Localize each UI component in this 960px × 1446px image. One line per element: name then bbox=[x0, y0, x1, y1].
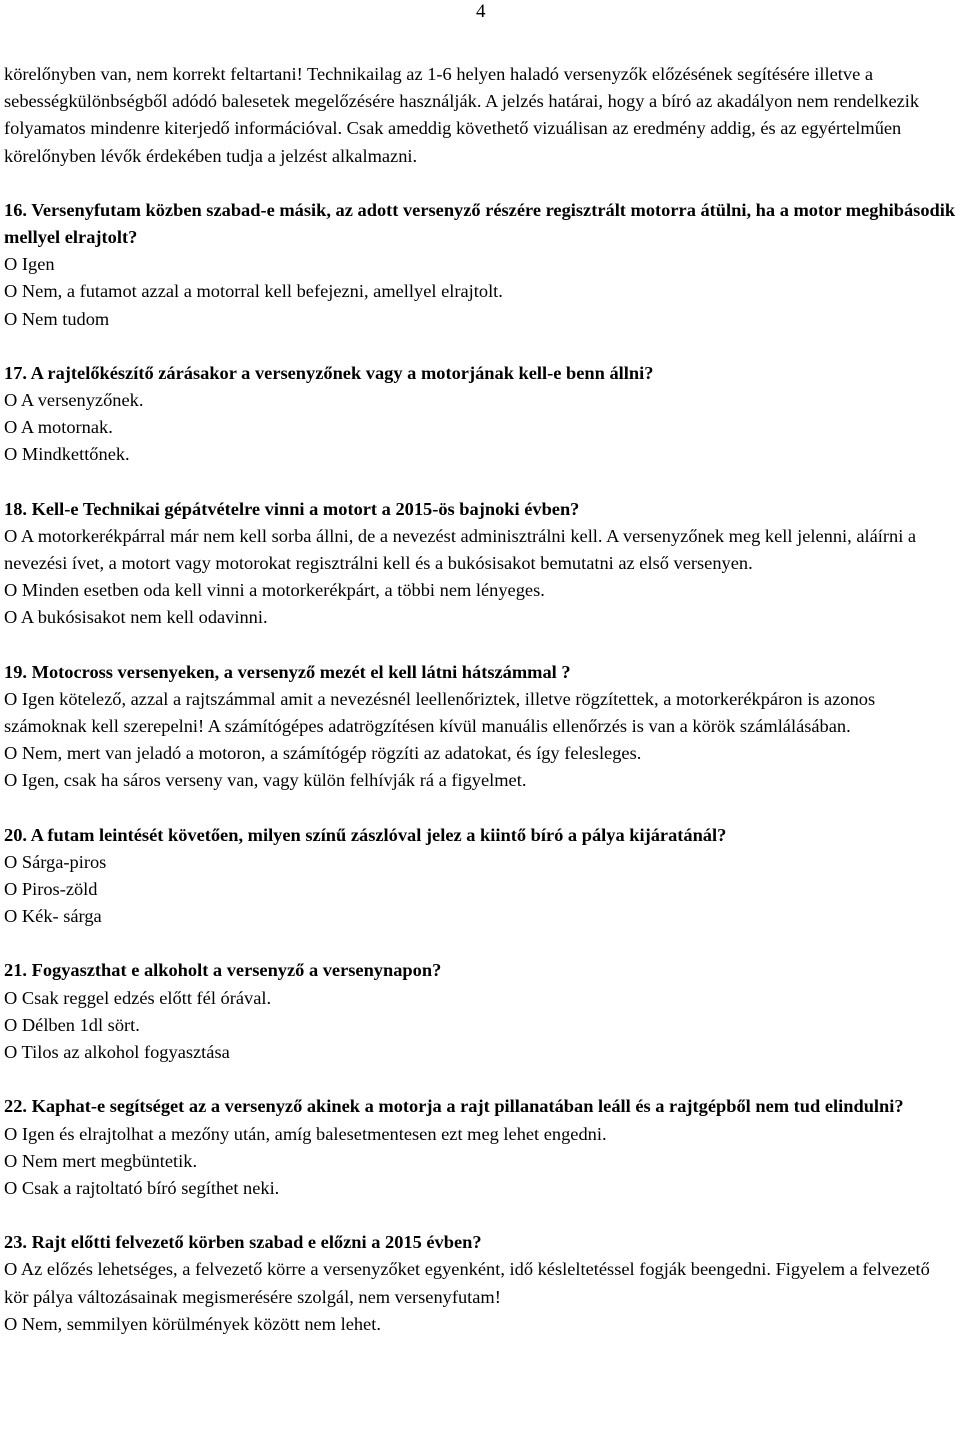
answer-option: O Igen és elrajtolhat a mezőny után, amíg balesetmentesen ezt meg lehet engedni. bbox=[4, 1123, 607, 1144]
question-title: 22. Kaphat-e segítséget az a versenyző akinek a motorja a rajt pillanatában leáll és a rajtgépből nem tud elindulni? bbox=[4, 1096, 904, 1117]
answer-option: O Minden esetben oda kell vinni a motorkerékpárt, a többi nem lényeges. bbox=[4, 580, 545, 601]
question-title: 19. Motocross versenyeken, a versenyző mezét el kell látni hátszámmal ? bbox=[4, 661, 571, 682]
answer-option: O Délben 1dl sört. bbox=[4, 1014, 140, 1035]
answer-option: O A versenyzőnek. bbox=[4, 390, 144, 411]
answer-option: O Nem mert megbüntetik. bbox=[4, 1150, 198, 1171]
question-title: 18. Kell-e Technikai gépátvételre vinni a motort a 2015-ös bajnoki évben? bbox=[4, 498, 580, 519]
answer-option: O Csak reggel edzés előtt fél órával. bbox=[4, 987, 272, 1008]
question-block bbox=[4, 496, 958, 632]
question-title: 21. Fogyaszthat e alkoholt a versenyző a versenynapon? bbox=[4, 960, 442, 981]
answer-option: O Sárga-piros bbox=[4, 851, 107, 872]
question-title: 17. A rajtelőkészítő zárásakor a versenyzőnek vagy a motorjának kell-e benn állni? bbox=[4, 362, 654, 383]
question-title: 20. A futam leintését követően, milyen színű zászlóval jelez a kiintő bíró a pálya kijáratánál? bbox=[4, 824, 727, 845]
answer-option: O Igen kötelező, azzal a rajtszámmal amit a nevezésnél leellenőriztek, illetve rögzítettek, a motorkerékpáron is azonos számoknak kell szerepelni! A számítógépes adatrögzítésen kívül manuális ellenőrzés is van a körök számlálásában. bbox=[4, 688, 876, 737]
document-body bbox=[4, 61, 958, 1365]
answer-option: O Az előzés lehetséges, a felvezető körre a versenyzőket egyenként, idő késleltetéssel fogják beengedni. Figyelem a felvezető kör pálya változásainak megismerésére szolgál, nem versenyfutam! bbox=[4, 1259, 930, 1307]
answer-option: O Kék- sárga bbox=[4, 906, 102, 927]
question-block bbox=[4, 822, 958, 931]
answer-option: O Nem, semmilyen körülmények között nem lehet. bbox=[4, 1313, 381, 1334]
answer-option: O Igen bbox=[4, 254, 55, 275]
question-block bbox=[4, 659, 958, 795]
answer-option: O Csak a rajtoltató bíró segíthet neki. bbox=[4, 1177, 280, 1198]
answer-option: O Nem, a futamot azzal a motorral kell befejezni, amellyel elrajtolt. bbox=[4, 281, 503, 302]
answer-option: O Igen, csak ha sáros verseny van, vagy külön felhívják rá a figyelmet. bbox=[4, 770, 527, 791]
question-list bbox=[4, 197, 958, 1338]
question-title: 16. Versenyfutam közben szabad-e másik, az adott versenyző részére regisztrált motorra átülni, ha a motor meghibásodik mellyel elrajtolt? bbox=[4, 199, 956, 248]
answer-option: O Piros-zöld bbox=[4, 879, 98, 900]
question-block bbox=[4, 360, 958, 469]
answer-option: O A motorkerékpárral már nem kell sorba állni, de a nevezést adminisztrálni kell. A versenyzőnek meg kell jelenni, aláírni a nevezési ívet, a motort vagy motorokat regisztrálni kell és a bukósisakot bemutatni az első versenyen. bbox=[4, 525, 917, 574]
answer-option: O Tilos az alkohol fogyasztása bbox=[4, 1042, 230, 1063]
answer-option: O Mindkettőnek. bbox=[4, 444, 130, 465]
question-block bbox=[4, 197, 958, 333]
answer-option: O Nem, mert van jeladó a motoron, a számítógép rögzíti az adatokat, és így felesleges. bbox=[4, 743, 642, 764]
question-block bbox=[4, 1093, 958, 1202]
question-block bbox=[4, 957, 958, 1066]
answer-option: O A bukósisakot nem kell odavinni. bbox=[4, 607, 268, 628]
answer-option: O A motornak. bbox=[4, 417, 113, 438]
page-number: 4 bbox=[476, 1, 486, 22]
question-block bbox=[4, 1229, 958, 1338]
question-title: 23. Rajt előtti felvezető körben szabad e előzni a 2015 évben? bbox=[4, 1232, 482, 1253]
intro-paragraph: körelőnyben van, nem korrekt feltartani! Technikailag az 1-6 helyen haladó versenyzők előzésének segítésére illetve a sebességkülönbségből adódó balesetek megelőzésére használják. A jelzés határai, hogy a bíró az akadályon nem rendelkezik folyamatos mindenre kiterjedő információval. Csak ameddig követhető vizuálisan az eredmény addig, és az egyértelműen körelőnyben lévők érdekében tudja a jelzést alkalmazni. bbox=[4, 64, 920, 166]
answer-option: O Nem tudom bbox=[4, 308, 110, 329]
